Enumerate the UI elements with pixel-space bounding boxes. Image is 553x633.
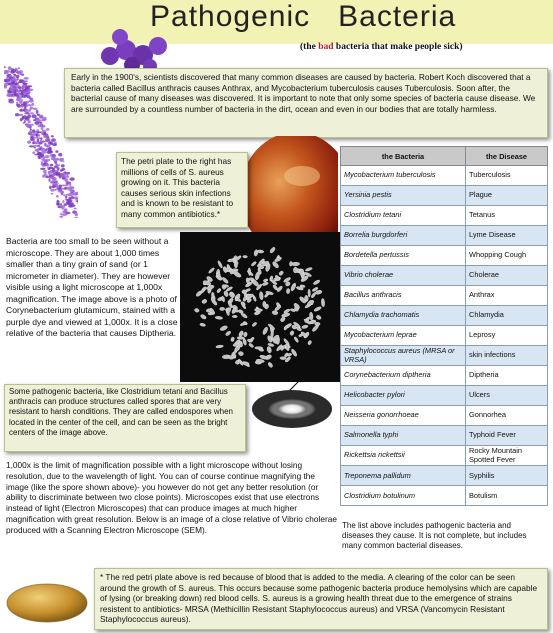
- table-row: [341, 226, 548, 246]
- disease-cell: Lyme Disease: [466, 226, 548, 246]
- disease-cell: Botulism: [466, 486, 548, 506]
- micrograph-image: [180, 232, 340, 382]
- disease-cell: Anthrax: [466, 286, 548, 306]
- table-row: [341, 446, 548, 466]
- table-header-row: [341, 147, 548, 166]
- footnote-text: * The red petri plate above is red because of blood that is added to the media. A clearing of the color can be seen around the growth of S. aureus. This occurs because some pathogenic bacteria produce hemolysins which are capable of lysing (or breaking down) red blood cells. S. aureus is a growing health threat due to the emergence of strains resistent to antibiotics- MRSA (Methicillin Resistant Staphylococcus aureus) and VRSA (Vancomycin Resistant Staphylococcus aureus).: [100, 572, 538, 625]
- table-row: [341, 306, 548, 326]
- bacteria-cell: Helicobacter pylori: [341, 386, 466, 406]
- magnification-text: 1,000x is the limit of magnification possible with a light microscope without losing resolution, due to the wavelength of light. You can of course continue magnifying the image (like the spore shown above)- you however do not get any better resolution (or ability to discriminate between two close points). Microscopes exist that use electrons instead of light (Electron Microscopes) that can produce images at much higher magnification with great resolution. Below is an image of a close relative of Vibrio cholerae produced with a Scanning Electron Microscope (SEM).: [6, 460, 337, 535]
- table-row: [341, 206, 548, 226]
- bacteria-cell: Chlamydia trachomatis: [341, 306, 466, 326]
- page-title: Pathogenic Bacteria: [150, 0, 457, 33]
- table-row: [341, 326, 548, 346]
- disease-cell: Rocky Mountain Spotted Fever: [466, 446, 548, 466]
- bacteria-cell: Corynebacterium diptheria: [341, 366, 466, 386]
- spore-box: [4, 384, 246, 452]
- table-note: The list above includes pathogenic bacteria and diseases they cause. It is not complete, but includes many common bacterial diseases.: [342, 521, 527, 551]
- intro-text: Early in the 1900's, scientists discovered that many common diseases are caused by bacteria. Robert Koch discovered that a bacteria called Bacillus anthracis causes Anthrax, and Mycobacterium tuberculosis causes Tuberculosis. Soon after, the bacterial cause of many diseases was discovered. It is important to note that only some species of bacteria cause disease. We are surrounded by a countless number of bacteria in the dirt, ocean and even in our bodies that are totally harmless.: [71, 72, 536, 114]
- disease-cell: Leprosy: [466, 326, 548, 346]
- disease-cell: Ulcers: [466, 386, 548, 406]
- spore-text: Some pathogenic bacteria, like Clostridium tetani and Bacillus anthracis can produce structures called spores that are very resistant to harsh conditions. They are called endospores when located in the center of the cell, and can be seen as the bright centers of the image above.: [9, 387, 233, 437]
- size-text: Bacteria are too small to be seen without a microscope. They are about 1,000 times smaller than a tiny grain of sand (or 1 micrometer in diameter). They are however visible using a light microscope at 1,000x magnification. The image above is a photo of Corynebacterium glutamicum, stained with a purple dye and viewed at 1,000x. It is a close relative of the bacteria that causes Diptheria.: [6, 236, 178, 338]
- bacteria-cell: Treponema pallidum: [341, 466, 466, 486]
- bacteria-cell: Rickettsia rickettsii: [341, 446, 466, 466]
- disease-cell: Plague: [466, 186, 548, 206]
- header-bacteria: the Bacteria: [341, 147, 466, 166]
- header-disease: the Disease: [466, 147, 548, 166]
- disease-cell: Chlamydia: [466, 306, 548, 326]
- footnote-box: [94, 568, 548, 630]
- bacteria-cell: Bacillus anthracis: [341, 286, 466, 306]
- sem-bacterium-image: [4, 578, 90, 628]
- disease-cell: Cholerae: [466, 266, 548, 286]
- bacteria-cell: Mycobacterium leprae: [341, 326, 466, 346]
- bacteria-disease-table: [340, 146, 548, 506]
- table-row: [341, 406, 548, 426]
- disease-cell: Gonnorhea: [466, 406, 548, 426]
- table-row: [341, 186, 548, 206]
- disease-cell: skin infections: [466, 346, 548, 366]
- table-row: [341, 346, 548, 366]
- disease-cell: Typhoid Fever: [466, 426, 548, 446]
- bacteria-cell: Bordetella pertussis: [341, 246, 466, 266]
- bacteria-cell: Yersinia pestis: [341, 186, 466, 206]
- disease-cell: Syphilis: [466, 466, 548, 486]
- bacteria-cell: Mycobacterium tuberculosis: [341, 166, 466, 186]
- page-subtitle: (the bad bacteria that make people sick): [300, 42, 463, 52]
- disease-cell: Tuberculosis: [466, 166, 548, 186]
- table-row: [341, 466, 548, 486]
- table-row: [341, 486, 548, 506]
- table-row: [341, 386, 548, 406]
- table-row: [341, 286, 548, 306]
- disease-cell: Tetanus: [466, 206, 548, 226]
- disease-cell: Whopping Cough: [466, 246, 548, 266]
- table-row: [341, 426, 548, 446]
- table-row: [341, 266, 548, 286]
- table-row: [341, 246, 548, 266]
- bacteria-cell: Clostridium botulinum: [341, 486, 466, 506]
- petri-caption-text: The petri plate to the right has millions of cells of S. aureus growing on it. This bacteria causes serious skin infections and is known to be resistant to many common antibiotics.*: [121, 156, 234, 219]
- bacteria-cell: Neisseria gonorrhoeae: [341, 406, 466, 426]
- bacteria-cell: Salmonella typhi: [341, 426, 466, 446]
- table-row: [341, 166, 548, 186]
- bacteria-cell: Vibrio cholerae: [341, 266, 466, 286]
- table-row: [341, 366, 548, 386]
- bacteria-cell: Clostridium tetani: [341, 206, 466, 226]
- spore-image: [250, 386, 334, 432]
- disease-cell: Diptheria: [466, 366, 548, 386]
- bacteria-cell: Borrelia burgdorferi: [341, 226, 466, 246]
- bacteria-cell: Staphylococcus aureus (MRSA or VRSA): [341, 346, 466, 366]
